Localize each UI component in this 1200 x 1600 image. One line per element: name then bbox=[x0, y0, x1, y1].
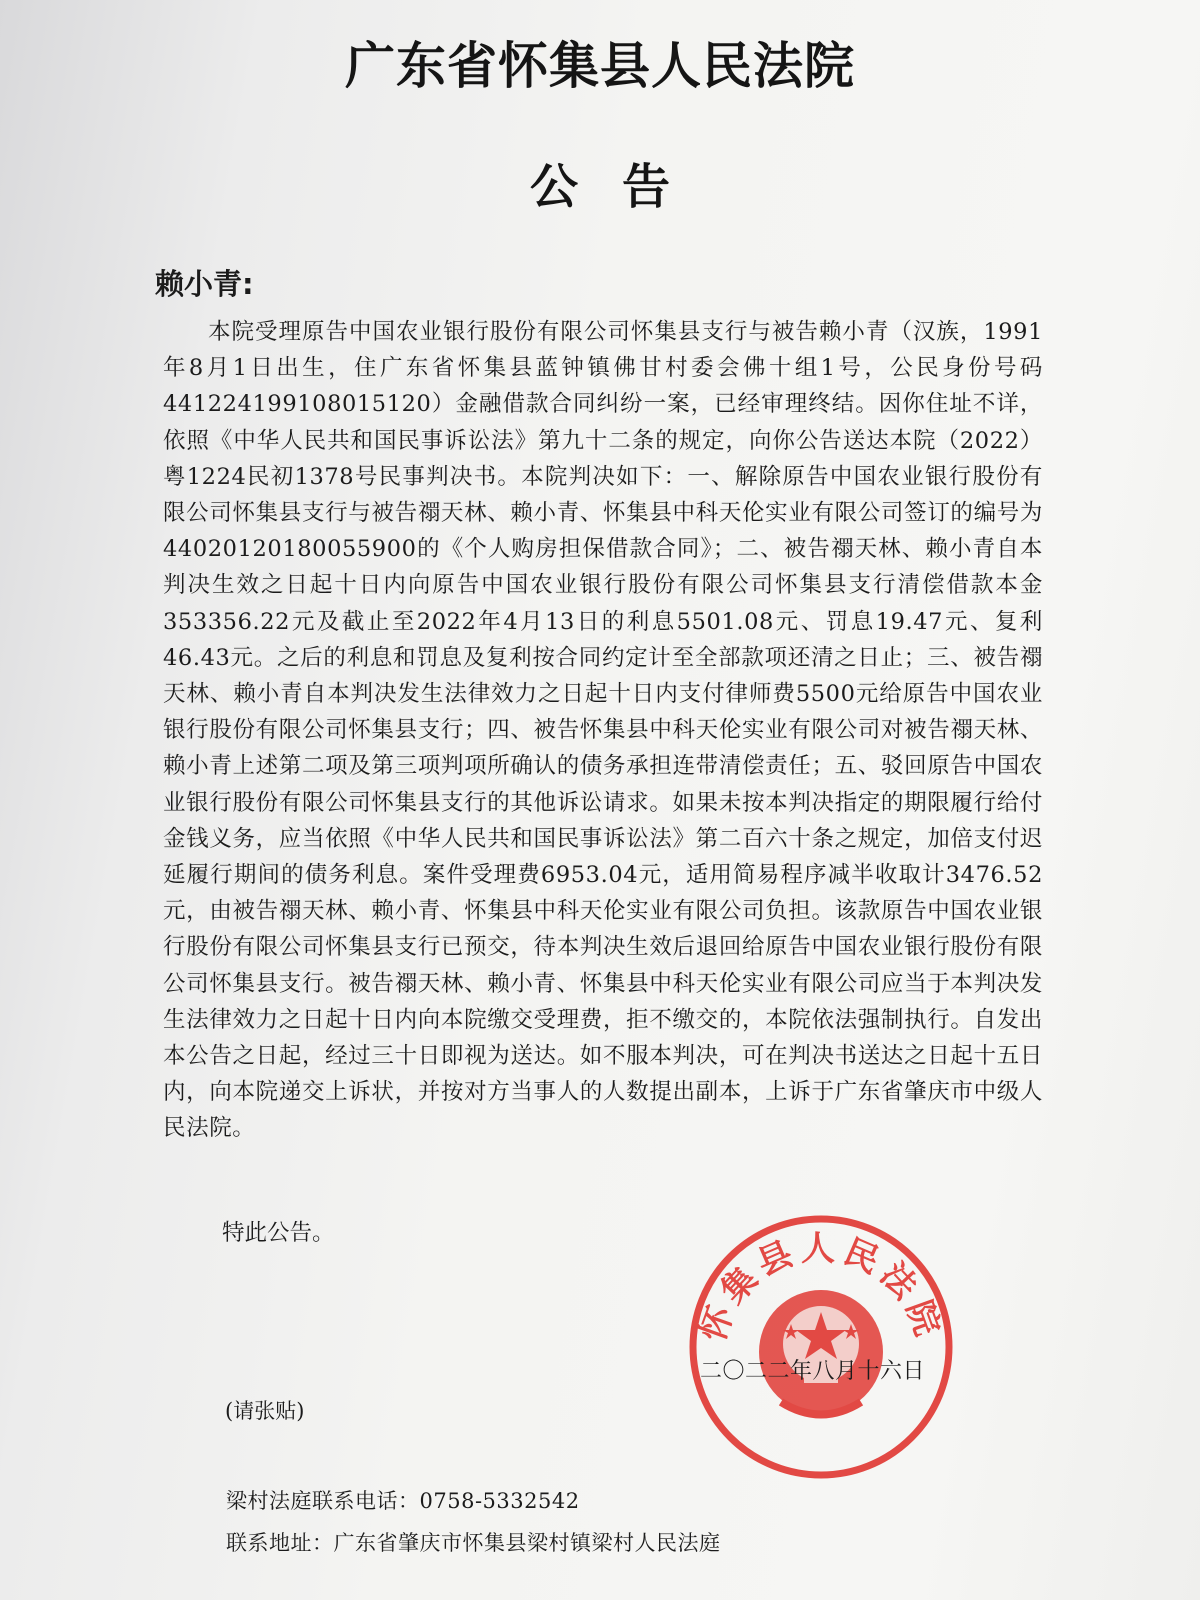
national-emblem-icon bbox=[759, 1290, 883, 1415]
phone-number: 0758-5332542 bbox=[419, 1489, 580, 1513]
notice-body: 本院受理原告中国农业银行股份有限公司怀集县支行与被告赖小青（汉族，1991年8月1日出生，住广东省怀集县蓝钟镇佛甘村委会佛十组1号，公民身份号码441224199108015120）金融借款合同纠纷一案，已经审理终结。因你住址不详，依照《中华人民共和国民事诉讼法》第九十二条的规定，向你公告送达本院（2022）粤1224民初1378号民事判决书。本院判决如下：一、解除原告中国农业银行股份有限公司怀集县支行与被告禤天林、赖小青、怀集县中科天伦实业有限公司签订的编号为44020120180055900的《个人购房担保借款合同》；二、被告禤天林、赖小青自本判决生效之日起十日内向原告中国农业银行股份有限公司怀集县支行清偿借款本金353356.22元及截止至2022年4月13日的利息5501.08元、罚息19.47元、复利46.43元。之后的利息和罚息及复利按合同约定计至全部款项还清之日止；三、被告禤天林、赖小青自本判决发生法律效力之日起十日内支付律师费5500元给原告中国农业银行股份有限公司怀集县支行；四、被告怀集县中科天伦实业有限公司对被告禤天林、赖小青上述第二项及第三项判项所确认的债务承担连带清偿责任；五、驳回原告中国农业银行股份有限公司怀集县支行的其他诉讼请求。如果未按本判决指定的期限履行给付金钱义务，应当依照《中华人民共和国民事诉讼法》第二百六十条之规定，加倍支付迟延履行期间的债务利息。案件受理费6953.04元，适用简易程序减半收取计3476.52元，由被告禤天林、赖小青、怀集县中科天伦实业有限公司负担。该款原告中国农业银行股份有限公司怀集县支行已预交，待本判决生效后退回给原告中国农业银行股份有限公司怀集县支行。被告禤天林、赖小青、怀集县中科天伦实业有限公司应当于本判决发生法律效力之日起十日内向本院缴交受理费，拒不缴交的，本院依法强制执行。自发出本公告之日起，经过三十日即视为送达。如不服本判决，可在判决书送达之日起十五日内，向本院递交上诉状，并按对方当事人的人数提出副本，上诉于广东省肇庆市中级人民法院。 bbox=[163, 319, 1043, 1142]
issue-date: 二〇二二年八月十六日 bbox=[700, 1359, 926, 1384]
closing-line: 特此公告。 bbox=[222, 1220, 335, 1246]
court-name: 广东省怀集县人民法院 bbox=[345, 37, 855, 95]
address-label: 联系地址： bbox=[226, 1531, 334, 1555]
contact-address-row bbox=[226, 1527, 721, 1557]
address-value: 广东省肇庆市怀集县梁村镇梁村人民法庭 bbox=[333, 1531, 721, 1555]
contact-phone-row bbox=[226, 1485, 580, 1515]
court-seal-icon bbox=[686, 1212, 956, 1482]
addressee: 赖小青: bbox=[155, 267, 254, 301]
phone-label: 梁村法庭联系电话： bbox=[226, 1489, 420, 1513]
seal-text: 怀集县人民法院 bbox=[692, 1228, 950, 1347]
document-title: 公告 bbox=[529, 159, 714, 215]
posting-note: (请张贴) bbox=[225, 1399, 305, 1423]
